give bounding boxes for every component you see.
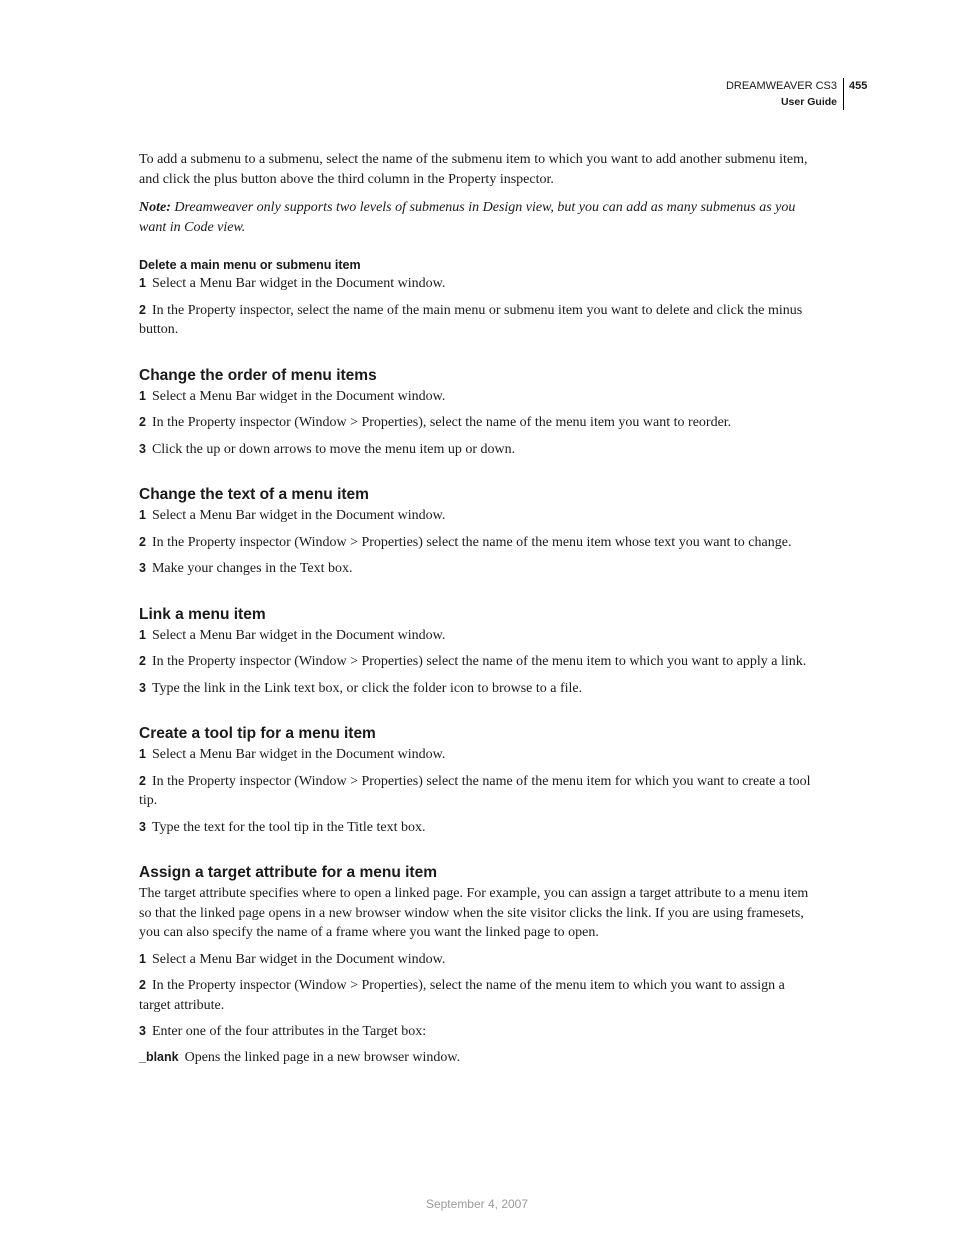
running-header: [725, 78, 868, 110]
target-paragraph: The target attribute specifies where to open a linked page. For example, you can assign a target attribute to a menu item so that the linked page opens in a new browser window when the site visitor clicks the link. If you are using framesets, you can also specify the name of a frame where you want the linked page to open.: [139, 886, 809, 940]
intro-paragraph: To add a submenu to a submenu, select the name of the submenu item to which you want to add another submenu item, and click the plus button above the third column in the Property inspector.: [139, 152, 808, 187]
page-number: 455: [849, 80, 868, 92]
target-step-2: 2 In the Property inspector (Window > Properties), select the name of the menu item to which you want to assign a target attribute.: [139, 978, 785, 1013]
text-heading: Change the text of a menu item: [139, 486, 369, 503]
link-step-1: 1 Select a Menu Bar widget in the Document window.: [139, 627, 446, 643]
target-heading: Assign a target attribute for a menu item: [139, 864, 437, 881]
tooltip-step-1: 1 Select a Menu Bar widget in the Document window.: [139, 747, 446, 762]
link-heading: Link a menu item: [139, 605, 266, 623]
link-step-2: 2 In the Property inspector (Window > Properties) select the name of the menu item to which you want to apply a link.: [139, 654, 807, 669]
text-step-3: 3 Make your changes in the Text box.: [139, 561, 353, 576]
delete-step-2: 2 In the Property inspector, select the name of the main menu or submenu item you want to delete and click the minus button.: [139, 302, 803, 337]
term-blank: _blank: [139, 1049, 179, 1064]
note-label: Note:: [139, 200, 171, 215]
order-heading: Change the order of menu items: [139, 366, 377, 384]
order-step-3: 3 Click the up or down arrows to move the menu item up or down.: [139, 441, 516, 457]
note-text: Dreamweaver only supports two levels of submenus in Design view, but you can add as many submenus as you want in Code view.: [139, 200, 796, 235]
header-brand: [726, 78, 844, 110]
term-blank-description: Opens the linked page in a new browser window.: [184, 1049, 461, 1065]
delete-step-1: 1 Select a Menu Bar widget in the Document window.: [139, 276, 446, 291]
note: [139, 198, 819, 237]
guide-name: User Guide: [780, 96, 837, 108]
target-step-1: 1 Select a Menu Bar widget in the Document window.: [139, 951, 446, 967]
delete-heading: Delete a main menu or submenu item: [139, 258, 361, 272]
link-step-3: 3 Type the link in the Link text box, or click the folder icon to browse to a file.: [139, 680, 583, 696]
tooltip-step-3: 3 Type the text for the tool tip in the Title text box.: [139, 819, 426, 835]
page-content: [139, 150, 819, 1067]
footer-date: September 4, 2007: [425, 1197, 529, 1211]
product-name: DREAMWEAVER CS3: [725, 80, 837, 92]
text-step-2: 2 In the Property inspector (Window > Properties) select the name of the menu item whose text you want to change.: [139, 534, 792, 550]
target-blank-definition: [139, 1048, 819, 1068]
target-step-3: 3 Enter one of the four attributes in the Target box:: [139, 1024, 427, 1039]
order-step-1: 1 Select a Menu Bar widget in the Document window.: [139, 388, 446, 404]
text-step-1: 1 Select a Menu Bar widget in the Document window.: [139, 508, 446, 523]
tooltip-heading: Create a tool tip for a menu item: [139, 725, 376, 742]
order-step-2: 2 In the Property inspector (Window > Properties), select the name of the menu item you want to reorder.: [139, 415, 732, 430]
tooltip-step-2: 2 In the Property inspector (Window > Properties) select the name of the menu item for which you want to create a tool tip.: [139, 773, 811, 808]
